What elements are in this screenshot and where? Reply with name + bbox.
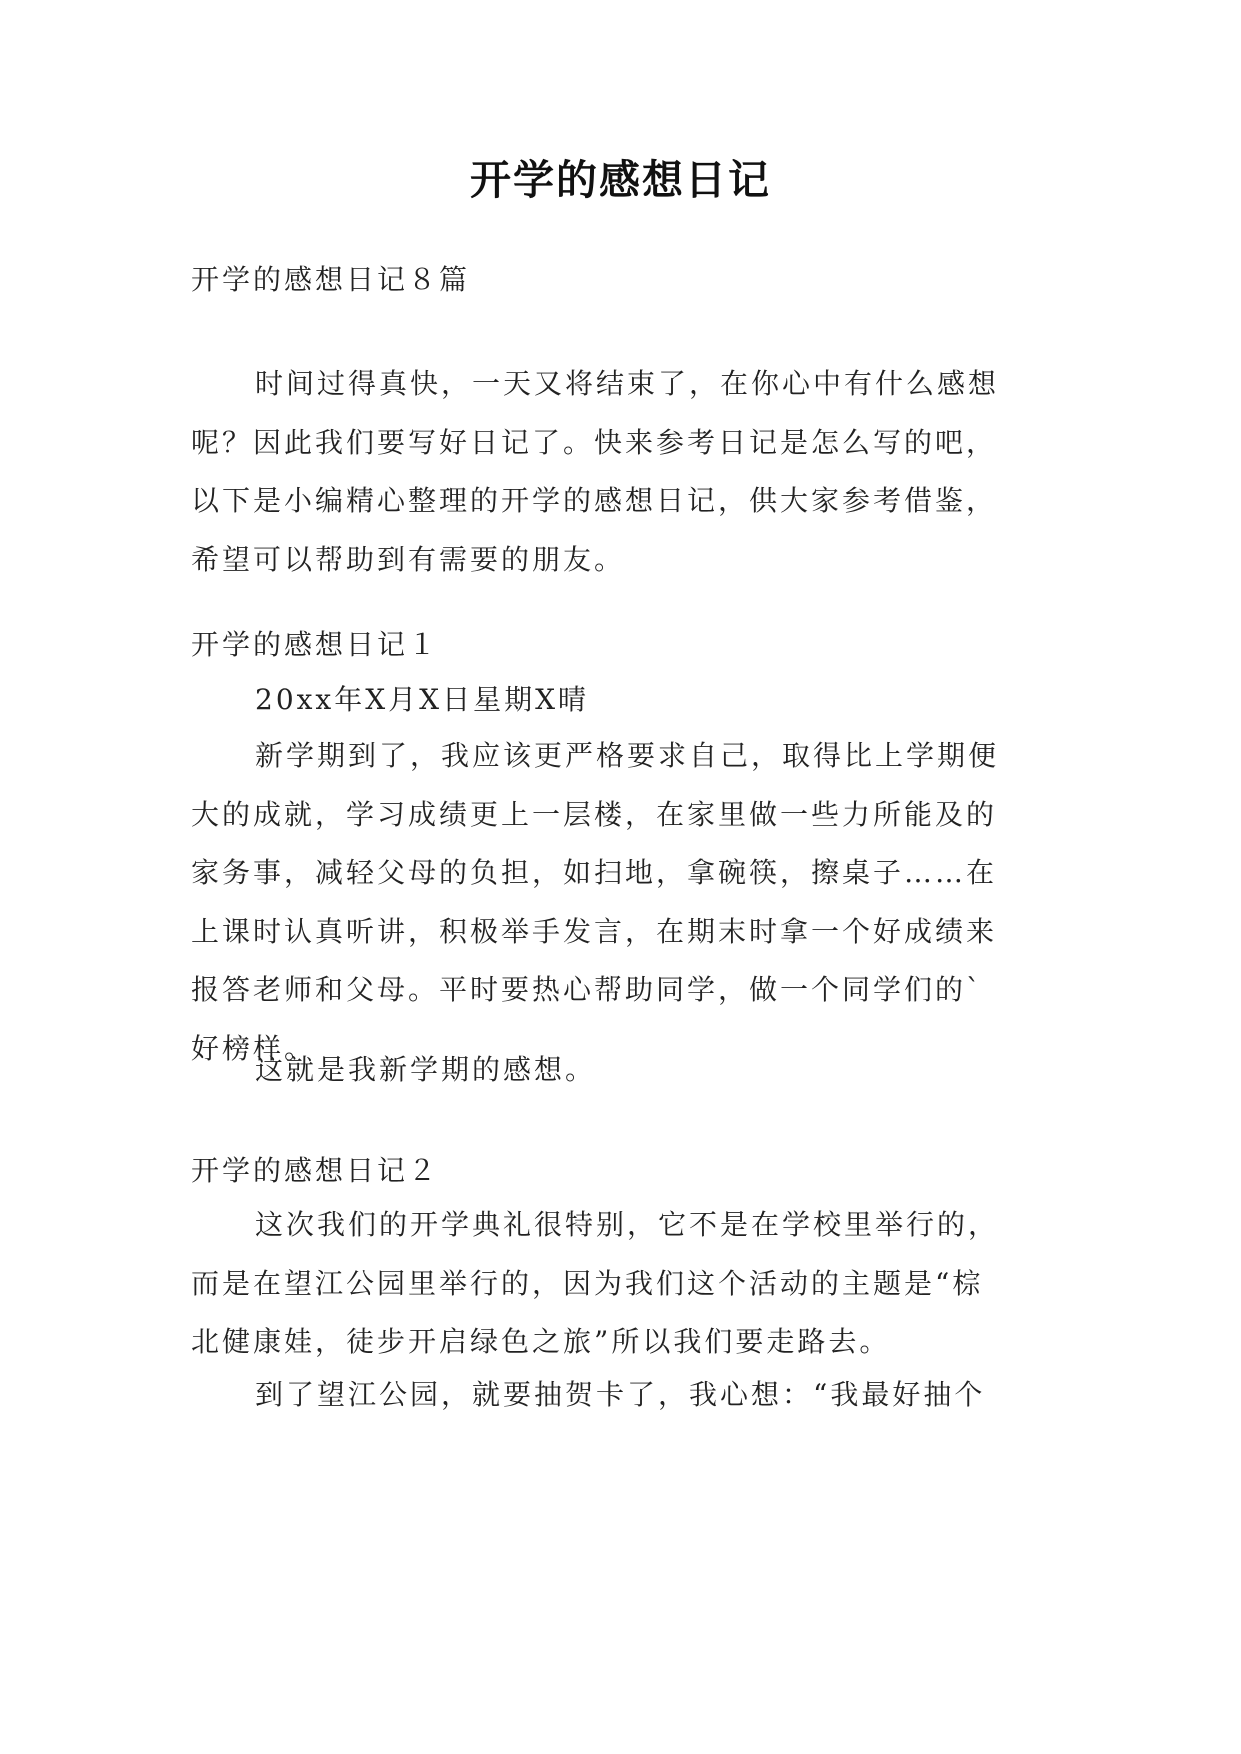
- entry1-closing: 这就是我新学期的感想。: [255, 1053, 597, 1086]
- intro-line: 希望可以帮助到有需要的朋友。: [191, 542, 626, 576]
- entry1-line: 家务事，减轻父母的负担，如扫地，拿碗筷，擦桌子……在: [191, 856, 998, 889]
- entry2-line: 这次我们的开学典礼很特别，它不是在学校里举行的，: [255, 1208, 1000, 1241]
- entry2-line: 而是在望江公园里举行的，因为我们这个活动的主题是“棕: [191, 1266, 984, 1300]
- entry2-paragraph2: 到了望江公园，就要抽贺卡了，我心想：“我最好抽个: [255, 1378, 986, 1411]
- entry1-date: 20xx年X月X日星期X晴: [255, 683, 590, 716]
- entry1-line: 报答老师和父母。平时要热心帮助同学，做一个同学们的`: [191, 973, 984, 1006]
- entry1-paragraph: [191, 727, 1051, 1078]
- intro-line: 呢？因此我们要写好日记了。快来参考日记是怎么写的吧，: [191, 425, 998, 459]
- entry1-line: 大的成就，学习成绩更上一层楼，在家里做一些力所能及的: [191, 797, 998, 831]
- intro-paragraph: [191, 355, 1051, 589]
- entry1-line: 新学期到了，我应该更严格要求自己，取得比上学期便: [255, 739, 1000, 772]
- document-title: 开学的感想日记: [470, 156, 771, 204]
- document-subtitle: 开学的感想日记８篇: [191, 263, 471, 296]
- entry1-line: 上课时认真听讲，积极举手发言，在期末时拿一个好成绩来: [191, 914, 998, 948]
- entry1-line: 好榜样。: [191, 1031, 316, 1065]
- entry2-paragraph: [191, 1196, 1051, 1372]
- intro-line: 以下是小编精心整理的开学的感想日记，供大家参考借鉴，: [191, 484, 998, 517]
- entry2-line: 北健康娃，徒步开启绿色之旅”所以我们要走路去。: [191, 1325, 891, 1358]
- entry2-heading: 开学的感想日记２: [191, 1154, 440, 1187]
- entry1-heading: 开学的感想日记１: [191, 628, 440, 661]
- intro-line: 时间过得真快，一天又将结束了，在你心中有什么感想: [255, 367, 1000, 400]
